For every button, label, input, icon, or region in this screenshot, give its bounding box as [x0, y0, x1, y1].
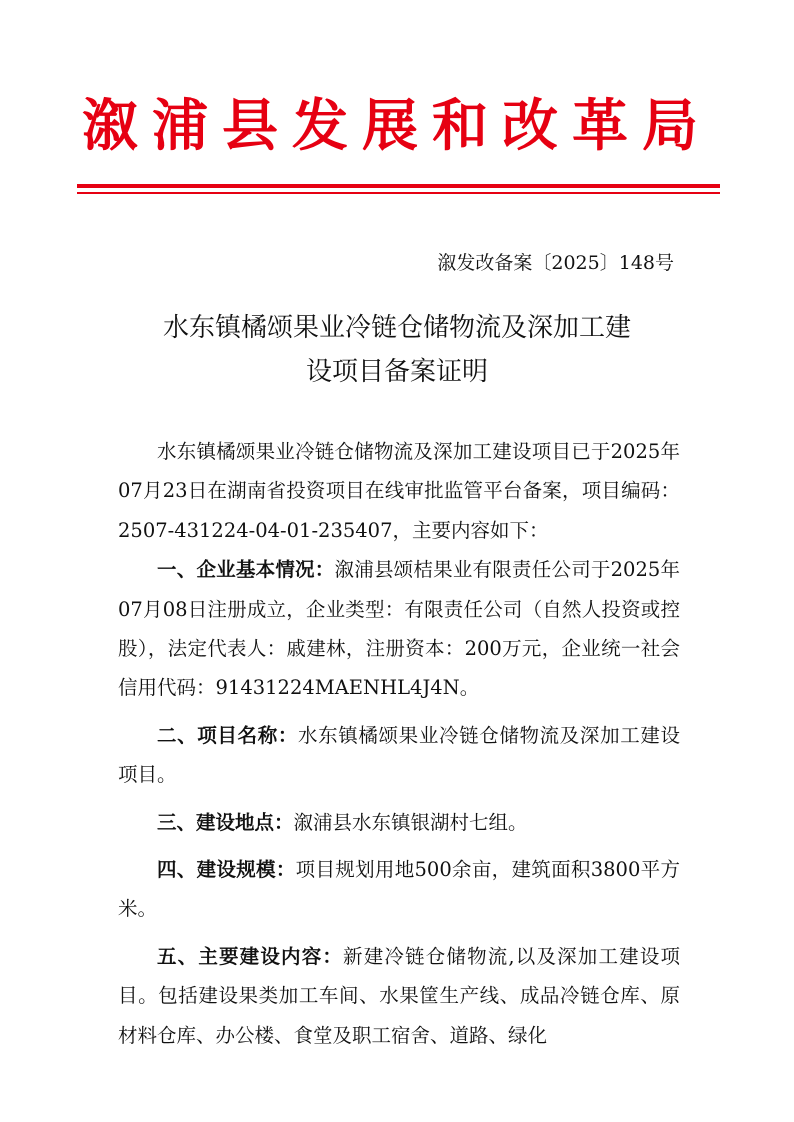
document-number: 溆发改备案〔2025〕148号 — [437, 252, 674, 274]
section-project-name — [118, 716, 680, 795]
section-heading: 四、建设规模： — [157, 858, 296, 882]
issuing-authority-title: 溆浦县发展和改革局 — [82, 94, 712, 159]
section-scale — [118, 850, 680, 929]
section-heading: 三、建设地点： — [157, 810, 294, 834]
section-heading: 五、主要建设内容： — [157, 944, 344, 968]
section-text: 水东镇橘颂果业冷链仓储物流及深加工建设项目。 — [118, 723, 680, 787]
section-heading: 二、项目名称： — [157, 723, 298, 747]
red-header-rule-thin — [77, 192, 720, 194]
section-enterprise-info — [118, 550, 680, 708]
section-location — [118, 803, 680, 842]
section-heading: 一、企业基本情况： — [157, 558, 335, 582]
section-main-content — [118, 937, 680, 1055]
document-title-line-1: 水东镇橘颂果业冷链仓储物流及深加工建 — [162, 313, 631, 343]
section-text: 新建冷链仓储物流,以及深加工建设项目。包括建设果类加工车间、水果筐生产线、成品冷链仓库、原材料仓库、办公楼、食堂及职工宿舍、道路、绿化 — [118, 944, 680, 1047]
document-title — [100, 306, 694, 394]
section-text: 溆浦县颂桔果业有限责任公司于2025年07月08日注册成立，企业类型：有限责任公司（自然人投资或控股），法定代表人：戚建林，注册资本：200万元，企业统一社会信用代码：91431224MAENHL4J4N。 — [118, 558, 680, 700]
document-title-line-2: 设项目备案证明 — [305, 357, 488, 387]
document-body — [118, 432, 680, 1055]
intro-paragraph: 水东镇橘颂果业冷链仓储物流及深加工建设项目已于2025年07月23日在湖南省投资项目在线审批监管平台备案，项目编码：2507-431224-04-01-235407，主要内容如下： — [118, 440, 680, 542]
section-text: 项目规划用地500余亩，建筑面积3800平方米。 — [118, 858, 680, 921]
section-text: 溆浦县水东镇银湖村七组。 — [293, 810, 528, 834]
red-header-rule-thick — [77, 184, 720, 188]
